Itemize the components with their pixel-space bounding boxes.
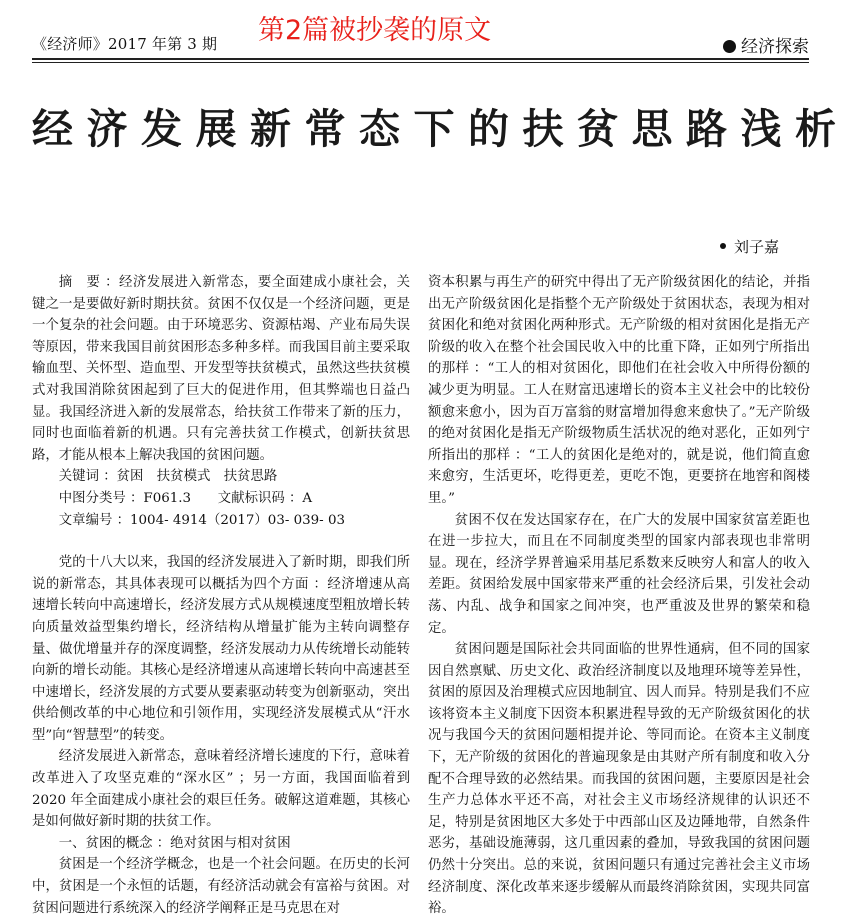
article-number: 文章编号 ：1004- 4914（2017）03- 039- 03 xyxy=(58,512,346,528)
author-line xyxy=(720,236,779,257)
author-name: 刘子嘉 xyxy=(733,238,779,256)
section-heading: 一、贫困的概念 ：绝对贫困与相对贫困 xyxy=(58,835,291,851)
header-rule-thick xyxy=(32,58,809,60)
page-header xyxy=(0,0,839,60)
header-rule-thin xyxy=(32,62,809,63)
left-column xyxy=(32,272,410,916)
abstract: 摘 要 ：经济发展进入新常态，要全面建成小康社会，关键之一是要做好新时期扶贫。贫困不仅仅是一个经济问题，更是一个复杂的社会问题。由于环境恶劣、资源枯竭、产业布局失误等原因，带来我国目前贫困形态多种多样。而我国目前主要采取输血型、关怀型、造血型、开发型等扶贫模式，虽然这些扶贫模式对我国消除贫困起到了巨大的促进作用，但其弊端也日益凸显。我国经济进入新的发展常态，给扶贫工作带来了新的压力，同时也面临着新的机遇。只有完善扶贫工作模式，创新扶贫思路，才能从根本上解决我国的贫困问题。 xyxy=(32,275,410,463)
plagiarism-stamp: 第2篇被抄袭的原文 xyxy=(258,15,492,46)
section-name: 经济探索 xyxy=(741,37,809,57)
section-label xyxy=(723,32,809,57)
keywords: 关键词 ：贫困 扶贫模式 扶贫思路 xyxy=(58,469,278,485)
body-paragraph: 经济发展进入新常态，意味着经济增长速度的下行，意味着改革进入了攻坚克难的“深水区” ；另一方面，我国面临着到 2020 年全面建成小康社会的艰巨任务。破解这道难题，其核心是如何做好新时期的扶贫工作。 xyxy=(32,749,410,830)
body-paragraph: 党的十八大以来，我国的经济发展进入了新时期，即我们所说的新常态，其具体表现可以概括为四个方面 ：经济增速从高速增长转向中高速增长，经济发展方式从规模速度型粗放增长转向质量效益型集约增长，经济结构从增量扩能为主转向调整存量、做优增量并存的深度调整，经济发展动力从传统增长动能转向新的增长动能。其核心是经济增速从高速增长转向中高速甚至中速增长，经济发展的方式要从要素驱动转变为创新驱动，突出供给侧改革的中心地位和引领作用，实现经济发展模式从“汗水型”向“智慧型”的转变。 xyxy=(32,555,410,743)
article-title: 经济发展新常态下的扶贫思路浅析 xyxy=(32,105,850,153)
body-paragraph: 贫困是一个经济学概念，也是一个社会问题。在历史的长河中，贫困是一个永恒的话题，有经济活动就会有富裕与贫困。对贫困问题进行系统深入的经济学阐释正是马克思在对 xyxy=(32,857,410,916)
bullet-icon xyxy=(723,40,736,53)
bullet-icon xyxy=(720,243,726,249)
right-column xyxy=(428,272,810,917)
journal-issue: 《经济师》2017 年第 3 期 xyxy=(32,35,218,53)
spacer xyxy=(32,531,410,552)
body-paragraph: 贫困问题是国际社会共同面临的世界性通病，但不同的国家因自然禀赋、历史文化、政治经济制度以及地理环境等差异性，贫困的原因及治理模式应因地制宜、因人而异。特别是我们不应该将资本主义制度下因资本积累进程导致的无产阶级贫困化的状况与我国今天的贫困问题相提并论、等同而论。在资本主义制度下，无产阶级的贫困化的普遍现象是由其财产所有制度和收入分配不合理导致的必然结果。而我国的贫困问题，主要原因是社会生产力总体水平还不高，对社会主义市场经济规律的认识还不足，特别是贫困地区大多处于中西部山区及边陲地带，自然条件恶劣，基础设施薄弱，这几重因素的叠加，导致我国的贫困问题仍然十分突出。总的来说，贫困问题只有通过完善社会主义市场经济制度、深化改革来逐步缓解从而最终消除贫困，实现共同富裕。 xyxy=(428,642,810,917)
classification-number: 中图分类号 ：F061.3 文献标识码 ：A xyxy=(58,490,313,506)
body-paragraph: 资本积累与再生产的研究中得出了无产阶级贫困化的结论，并指出无产阶级贫困化是指整个无产阶级处于贫困状态，表现为相对贫困化和绝对贫困化两种形式。无产阶级的相对贫困化是指无产阶级的收入在整个社会国民收入中的比重下降，正如列宁所指出的那样 ：“工人的相对贫困化，即他们在社会收入中所得份额的减少更为明显。工人在财富迅速增长的资本主义社会中的比较份额愈来愈小，因为百万富翁的财富增加得愈来愈快了。”无产阶级的绝对贫困化是指无产阶级物质生活状况的绝对恶化，正如列宁所指出的那样 ：“工人的贫困化是绝对的，就是说，他们简直愈来愈穷，生活更坏，吃得更差，更吃不饱，更要挤在地窖和阁楼里。” xyxy=(428,275,810,506)
body-paragraph: 贫困不仅在发达国家存在，在广大的发展中国家贫富差距也在进一步拉大，而且在不同制度类型的国家内部表现也非常明显。现在，经济学界普遍采用基尼系数来反映穷人和富人的收入差距。贫困给发展中国家带来严重的社会经济后果，引发社会动荡、内乱、战争和国家之间冲突，也严重波及世界的繁荣和稳定。 xyxy=(428,512,810,636)
